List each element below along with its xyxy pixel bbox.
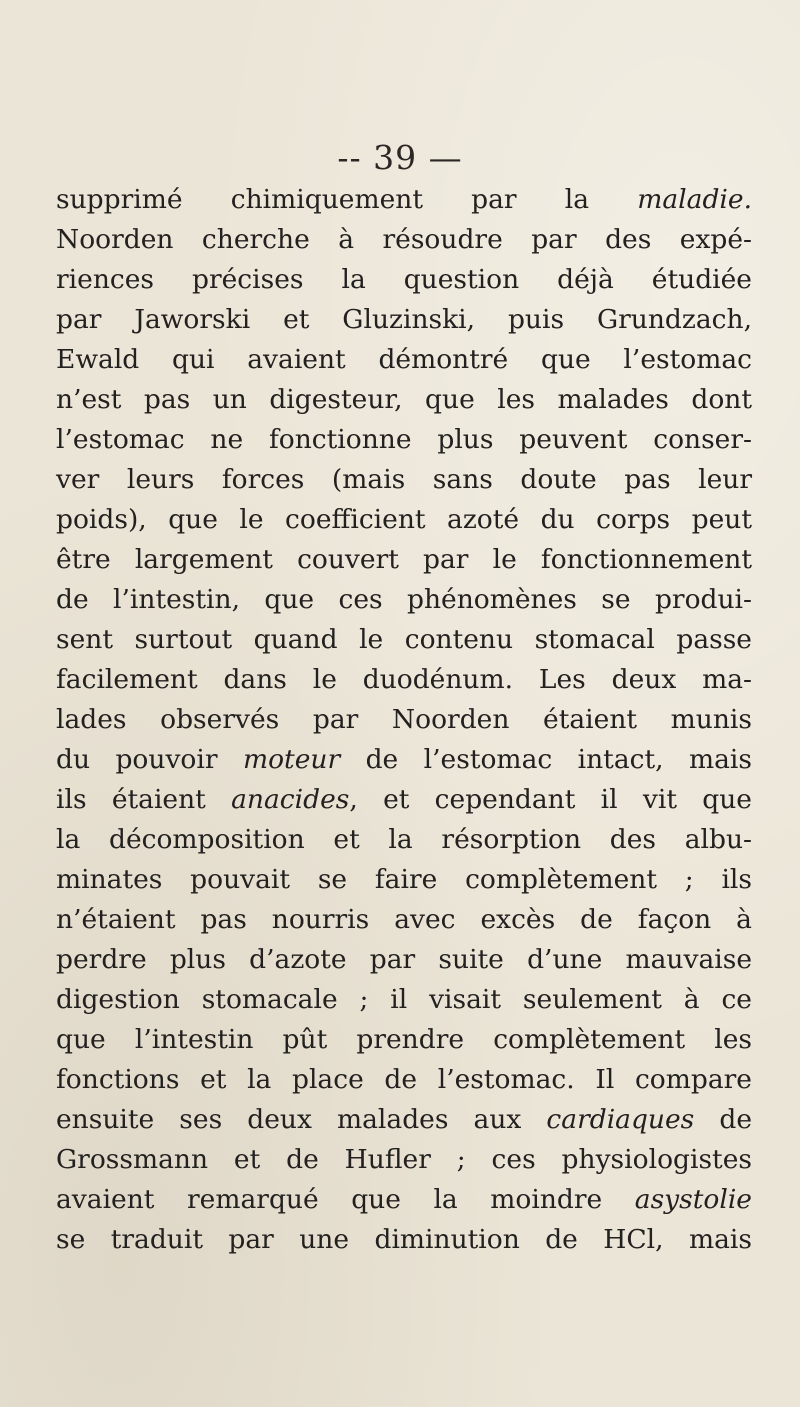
text-line [56, 1220, 752, 1260]
text-run: poids), que le coefficient azoté du corps peut [56, 504, 752, 535]
text-line [56, 380, 752, 420]
italic-word: cardiaques [546, 1104, 695, 1135]
text-line [56, 620, 752, 660]
text-run: fonctions et la place de l’estomac. Il compare [56, 1064, 752, 1095]
text-line [56, 660, 752, 700]
text-run: perdre plus d’azote par suite d’une mauvaise [56, 944, 752, 975]
text-run: riences précises la question déjà étudiée [56, 264, 752, 295]
body-text [56, 180, 752, 1260]
text-run: , et cependant il vit que [349, 784, 752, 815]
text-line [56, 180, 752, 220]
text-line [56, 940, 752, 980]
text-run: avaient remarqué que la moindre [56, 1184, 635, 1215]
text-run: la décomposition et la résorption des albu- [56, 824, 752, 855]
text-run: de l’intestin, que ces phénomènes se produi- [56, 584, 752, 615]
text-run: de [694, 1104, 753, 1135]
text-run: Ewald qui avaient démontré que l’estomac [56, 344, 752, 375]
text-run: par Jaworski et Gluzinski, puis Grundzach, [56, 304, 752, 335]
italic-word: asystolie [634, 1184, 752, 1215]
text-line [56, 1060, 752, 1100]
text-run: sent surtout quand le contenu stomacal passe [56, 624, 752, 655]
text-line [56, 260, 752, 300]
text-line [56, 300, 752, 340]
text-run: lades observés par Noorden étaient munis [56, 704, 752, 735]
text-line [56, 900, 752, 940]
text-run: Noorden cherche à résoudre par des expé- [56, 224, 752, 255]
italic-word: maladie. [637, 184, 752, 215]
text-run: minates pouvait se faire complètement ; ils [56, 864, 752, 895]
text-run: n’étaient pas nourris avec excès de façon à [56, 904, 752, 935]
text-line [56, 500, 752, 540]
text-line [56, 1020, 752, 1060]
text-line [56, 820, 752, 860]
text-line [56, 1100, 752, 1140]
text-line [56, 580, 752, 620]
text-line [56, 860, 752, 900]
text-run: ensuite ses deux malades aux [56, 1104, 547, 1135]
text-run: facilement dans le duodénum. Les deux ma- [56, 664, 752, 695]
text-run: être largement couvert par le fonctionnement [56, 544, 752, 575]
text-line [56, 1140, 752, 1180]
text-line [56, 980, 752, 1020]
text-run: supprimé chimiquement par la [56, 184, 638, 215]
text-run: l’estomac ne fonctionne plus peuvent conser- [56, 424, 752, 455]
text-line [56, 700, 752, 740]
text-line [56, 340, 752, 380]
text-run: de l’estomac intact, mais [340, 744, 752, 775]
text-line [56, 780, 752, 820]
text-run: digestion stomacale ; il visait seulement à ce [56, 984, 752, 1015]
italic-word: moteur [242, 744, 341, 775]
italic-word: anacides [231, 784, 350, 815]
text-run: n’est pas un digesteur, que les malades dont [56, 384, 752, 415]
text-line [56, 220, 752, 260]
text-run: se traduit par une diminution de HCl, mais [56, 1224, 752, 1255]
text-run: ver leurs forces (mais sans doute pas leur [56, 464, 752, 495]
text-run: Grossmann et de Hufler ; ces physiologistes [56, 1144, 752, 1175]
text-run: du pouvoir [56, 744, 243, 775]
text-run: ils étaient [56, 784, 232, 815]
text-line [56, 420, 752, 460]
text-line [56, 460, 752, 500]
text-line [56, 540, 752, 580]
text-run: que l’intestin pût prendre complètement les [56, 1024, 752, 1055]
text-line [56, 1180, 752, 1220]
page-number: -- 39 — [337, 138, 463, 177]
text-line [56, 740, 752, 780]
